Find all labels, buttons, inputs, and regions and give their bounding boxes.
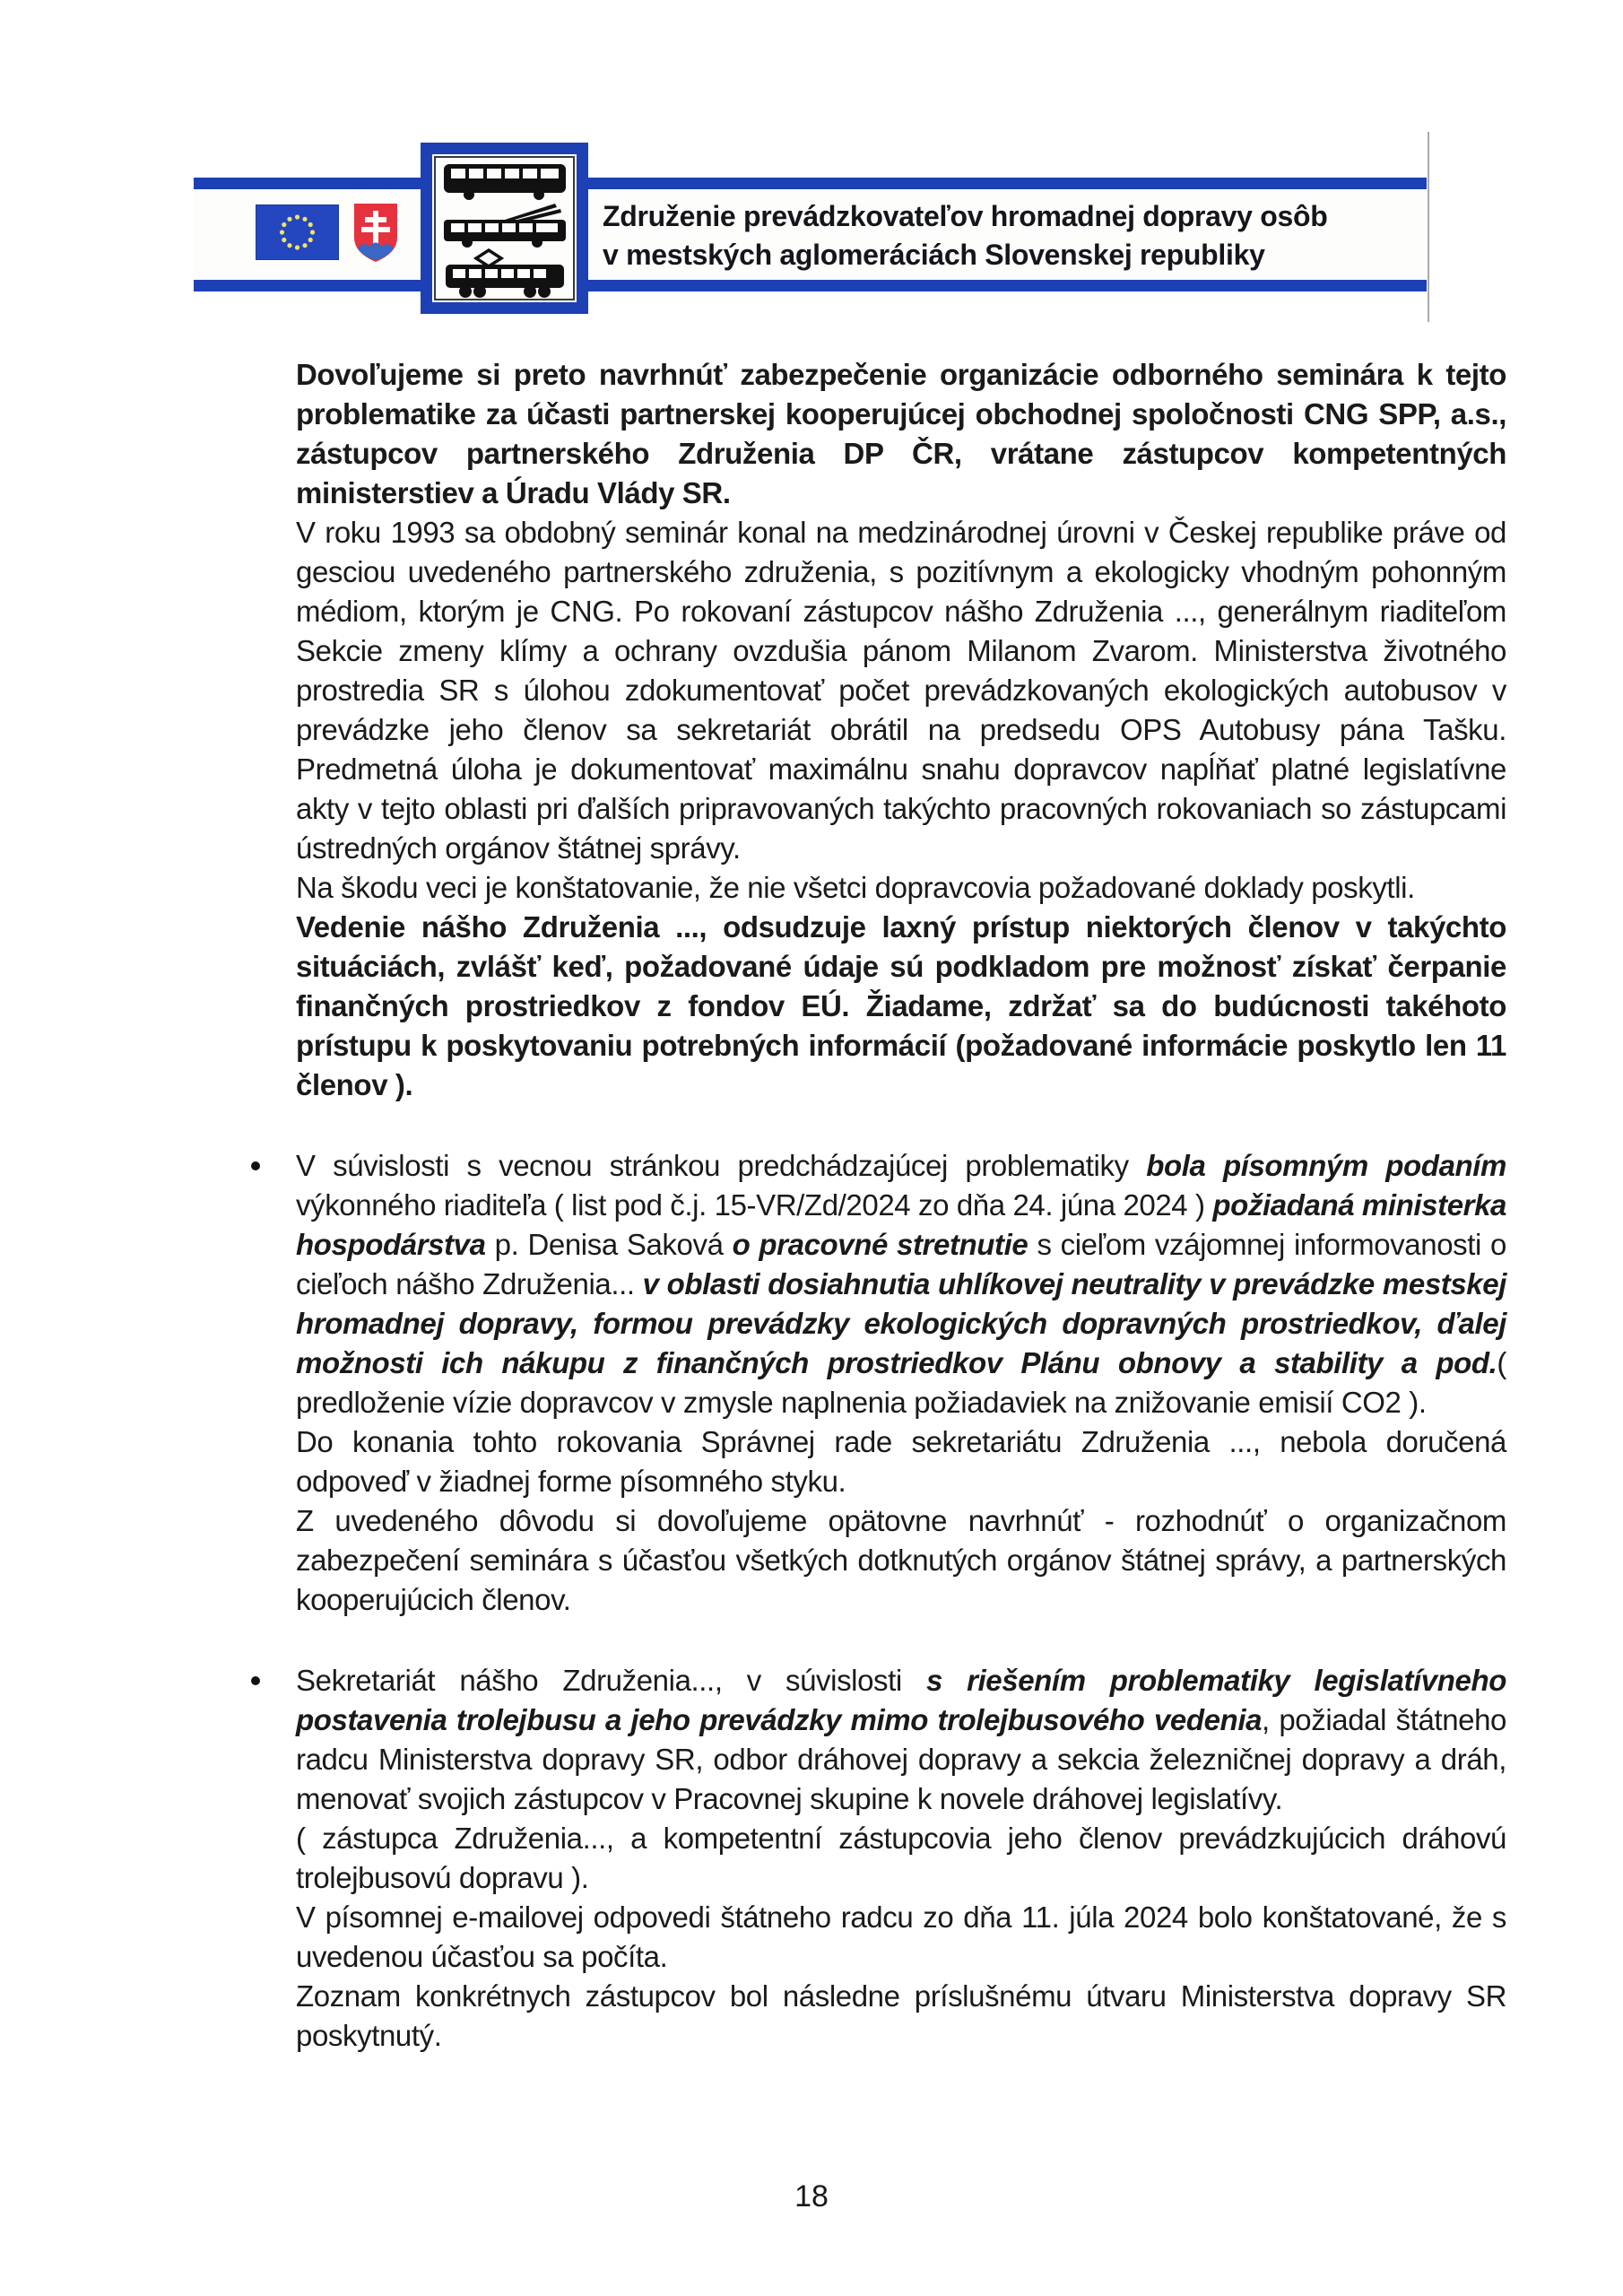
bullet-paragraph bbox=[296, 1661, 1506, 1819]
text-run: Sekretariát nášho Združenia..., v súvislosti bbox=[296, 1664, 926, 1697]
page-number: 18 bbox=[794, 2179, 829, 2213]
bus-icon bbox=[442, 162, 568, 202]
text-run: , požiadal štátneho radcu Ministerstva dopravy SR, odbor dráhovej dopravy a sekcia železničnej dopravy a dráh, menovať svojich zástupcov v Pracovnej skupine k novele dráhovej legislatívy. bbox=[296, 1703, 1507, 1815]
text-run: s cieľom vzájomnej informovanosti o cieľoch nášho Združenia... bbox=[296, 1228, 1506, 1300]
paragraph bbox=[296, 355, 1506, 513]
paragraph bbox=[296, 1819, 1506, 1898]
trolleybus-icon bbox=[442, 202, 568, 248]
association-title bbox=[603, 197, 1410, 274]
text-run: v oblasti dosiahnutia uhlíkovej neutrality v prevádzke mestskej hromadnej dopravy, formou prevádzky ekologických dopravných prostriedkov, ďalej možnosti ich nákupu z finančných prostriedkov Plánu obnovy a stability a pod. bbox=[296, 1267, 1506, 1379]
bullet-dot bbox=[251, 1161, 260, 1170]
eu-flag-icon bbox=[256, 204, 339, 260]
text-run: o pracovné stretnutie bbox=[732, 1228, 1028, 1261]
paragraph bbox=[296, 868, 1506, 908]
tram-icon bbox=[442, 248, 568, 299]
association-title-line2: v mestských aglomeráciách Slovenskej republiky bbox=[603, 239, 1265, 271]
bullet-paragraph bbox=[296, 1146, 1506, 1422]
paragraph bbox=[296, 1422, 1506, 1501]
paragraph bbox=[296, 513, 1506, 868]
text-run: Vedenie nášho Združenia ..., odsudzuje laxný prístup niektorých členov v takýchto situáciách, zvlášť keď, požadované údaje sú podkladom pre možnosť získať čerpanie finančných prostriedkov z fondov EÚ. Žiadame, zdržať sa do budúcnosti takéhoto prístupu k poskytovaniu potrebných informácií (požadované informácie poskytlo len 11 členov ). bbox=[296, 910, 1506, 1101]
text-run: Na škodu veci je konštatovanie, že nie všetci dopravcovia požadované doklady poskytli. bbox=[296, 871, 1415, 904]
transport-logo-inner bbox=[434, 156, 575, 300]
paragraph bbox=[296, 1501, 1506, 1620]
paragraph bbox=[296, 1898, 1506, 1977]
text-run: p. Denisa Saková bbox=[485, 1228, 733, 1261]
text-run: Z uvedeného dôvodu si dovoľujeme opätovne navrhnúť - rozhodnúť o organizačnom zabezpečení seminára s účasťou všetkých dotknutých orgánov štátnej správy, a partnerských kooperujúcich členov. bbox=[296, 1504, 1506, 1616]
transport-association-logo bbox=[421, 143, 588, 314]
text-run: V súvislosti s vecnou stránkou predchádzajúcej problematiky bbox=[296, 1149, 1147, 1182]
text-run: bola písomným podaním bbox=[1146, 1149, 1506, 1182]
text-run: Zoznam konkrétnych zástupcov bol následne príslušnému útvaru Ministerstva dopravy SR poskytnutý. bbox=[296, 1979, 1506, 2052]
header-right-divider bbox=[1428, 132, 1429, 322]
text-run: ( zástupca Združenia..., a kompetentní zástupcovia jeho členov prevádzkujúcich dráhovú trolejbusovú dopravu ). bbox=[296, 1822, 1506, 1894]
paragraph bbox=[296, 908, 1506, 1105]
paragraph bbox=[296, 1977, 1506, 2056]
text-run: Dovoľujeme si preto navrhnúť zabezpečenie organizácie odborného seminára k tejto problematike za účasti partnerskej kooperujúcej obchodnej spoločnosti CNG SPP, a.s., zástupcov partnerského Združenia DP ČR, vrátane zástupcov kompetentných ministerstiev a Úradu Vlády SR. bbox=[296, 358, 1506, 509]
text-run: Do konania tohto rokovania Správnej rade sekretariátu Združenia ..., nebola doručená odpoveď v žiadnej forme písomného styku. bbox=[296, 1425, 1506, 1498]
association-title-line1: Združenie prevádzkovateľov hromadnej dopravy osôb bbox=[603, 200, 1328, 232]
text-run: V písomnej e-mailovej odpovedi štátneho radcu zo dňa 11. júla 2024 bolo konštatované, že s uvedenou účasťou sa počíta. bbox=[296, 1900, 1506, 1973]
text-run: výkonného riaditeľa ( list pod č.j. 15-VR/Zd/2024 zo dňa 24. júna 2024 ) bbox=[296, 1188, 1213, 1222]
slovak-coat-of-arms-icon bbox=[352, 202, 399, 264]
text-run: požiadaná ministerka hospodárstva bbox=[296, 1188, 1506, 1261]
text-run: ( predloženie vízie dopravcov v zmysle naplnenia požiadaviek na znižovanie emisií CO2 ). bbox=[296, 1346, 1506, 1419]
bullet-dot bbox=[251, 1676, 260, 1685]
document-body bbox=[296, 355, 1506, 2056]
text-run: V roku 1993 sa obdobný seminár konal na medzinárodnej úrovni v Českej republike práve od gesciou uvedeného partnerského združenia, s pozitívnym a ekologicky vhodným pohonným médiom, ktorým je CNG. Po rokovaní zástupcov nášho Združenia ..., generálnym riaditeľom Sekcie zmeny klímy a ochrany ovzdušia pánom Milanom Zvarom. Ministerstva životného prostredia SR s úlohou zdokumentovať počet prevádzkovaných ekologických autobusov v prevádzke jeho členov sa sekretariát obrátil na predsedu OPS Autobusy pána Tašku. Predmetná úloha je dokumentovať maximálnu snahu dopravcov napĺňať platné legislatívne akty v tejto oblasti pri ďalších pripravovaných takýchto pracovných rokovaniach so zástupcami ústredných orgánov štátnej správy. bbox=[296, 516, 1506, 865]
text-run: s riešením problematiky legislatívneho postavenia trolejbusu a jeho prevádzky mimo trolejbusového vedenia bbox=[296, 1664, 1506, 1736]
